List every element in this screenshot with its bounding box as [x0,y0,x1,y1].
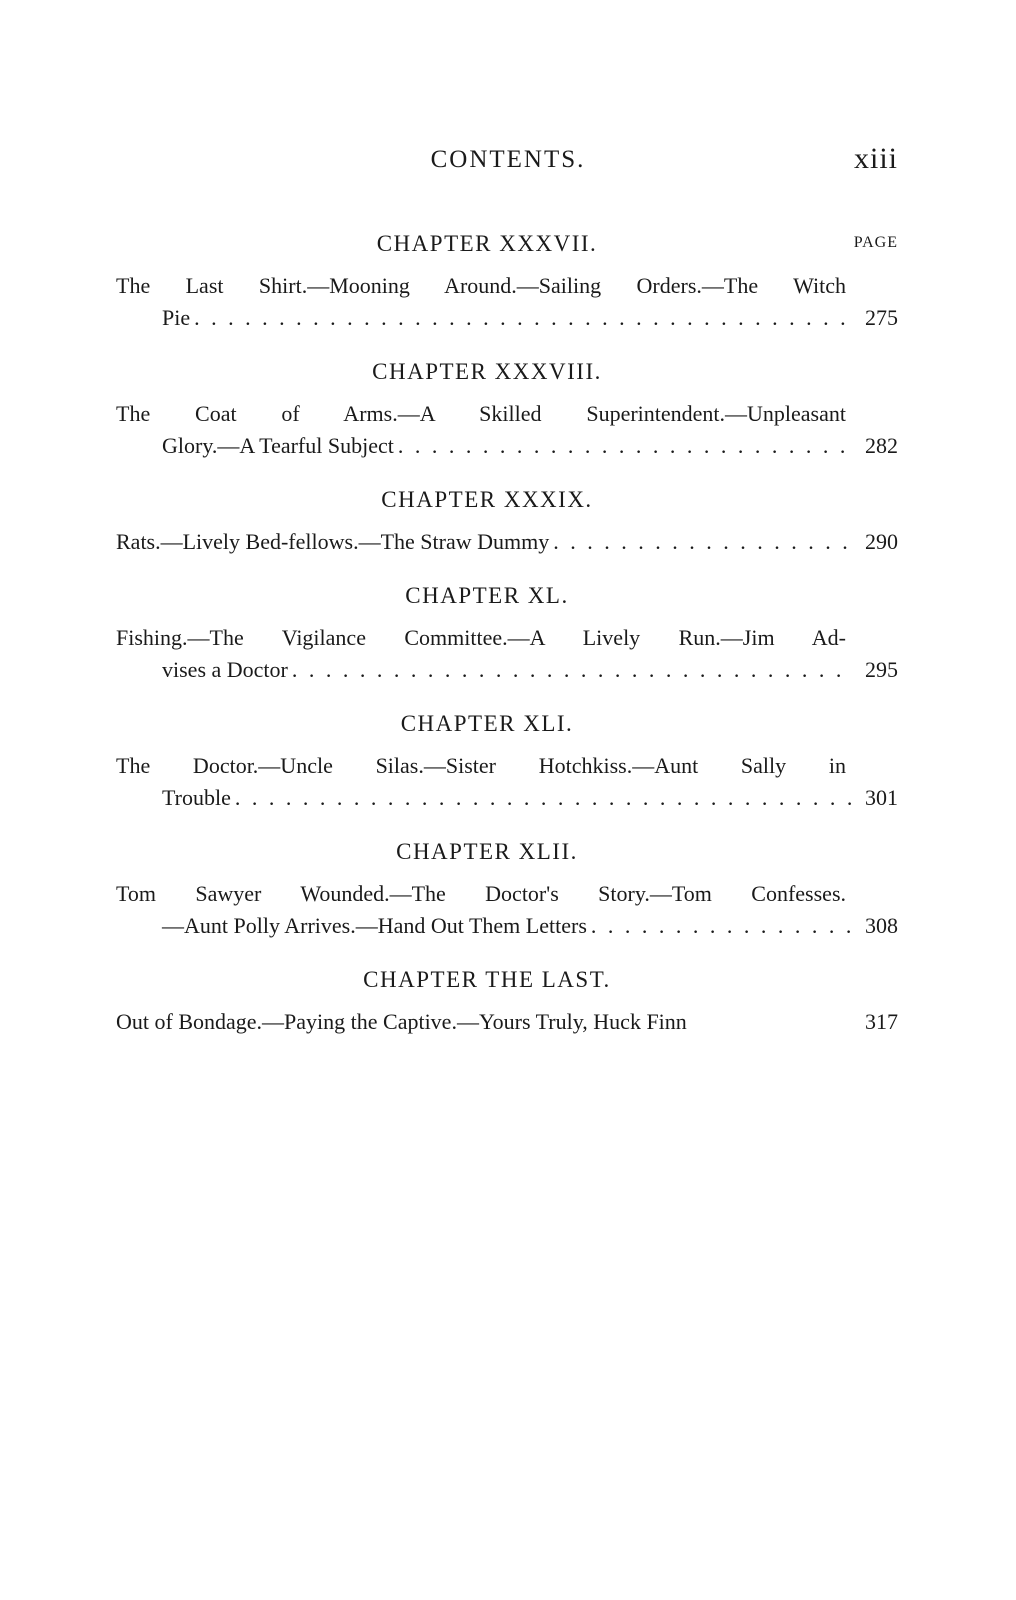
chapter-heading-row [116,228,898,260]
chapter-summary-last-line [116,1006,898,1038]
chapter-title: CHAPTER XXXVII. [376,231,598,256]
page-number: 317 [865,1009,898,1034]
chapter-summary-last-line [116,302,898,334]
toc-chapter [116,580,898,686]
chapter-summary-last-line [116,910,898,942]
toc-chapter [116,964,898,1038]
page-number: 295 [865,657,898,682]
chapter-summary-text: Glory.—A Tearful Subject [162,433,394,458]
toc-chapter [116,708,898,814]
chapter-summary-last-line [116,526,898,558]
chapter-summary-last-line [116,430,898,462]
chapter-heading-row [116,836,898,868]
dot-leader [553,526,854,558]
chapter-summary-text: Trouble [162,785,231,810]
dot-leader [398,430,854,462]
chapter-title: CHAPTER XL. [405,583,569,608]
chapter-summary-line: Fishing.—The Vigilance Committee.—A Lively Run.—Jim Ad- [116,625,846,650]
page-number: 308 [865,913,898,938]
chapter-heading-row [116,356,898,388]
chapter-summary-text: Rats.—Lively Bed-fellows.—The Straw Dummy [116,529,550,554]
table-of-contents [116,228,898,1060]
running-head [0,142,1016,182]
chapter-summary-text: Pie [162,305,191,330]
chapter-summary-last-line [116,782,898,814]
dot-leader [194,302,854,334]
chapter-heading-row [116,708,898,740]
dot-leader [235,782,854,814]
chapter-title: CHAPTER XLII. [396,839,578,864]
dot-leader [591,910,854,942]
chapter-title: CHAPTER XXXIX. [381,487,593,512]
chapter-title: CHAPTER THE LAST. [363,967,611,992]
dot-leader [292,654,854,686]
chapter-summary-line: The Doctor.—Uncle Silas.—Sister Hotchkiss.—Aunt Sally in [116,753,846,778]
chapter-summary-text: —Aunt Polly Arrives.—Hand Out Them Letters [162,913,587,938]
page-column-label: PAGE [853,234,898,251]
toc-chapter [116,484,898,558]
page-title: CONTENTS. [430,146,586,173]
page-number: 290 [865,529,898,554]
folio-number: xiii [853,142,898,175]
page-number: 275 [865,305,898,330]
toc-chapter [116,228,898,334]
page-number: 301 [865,785,898,810]
chapter-summary-line: Tom Sawyer Wounded.—The Doctor's Story.—Tom Confesses. [116,881,846,906]
toc-chapter [116,356,898,462]
chapter-title: CHAPTER XLI. [400,711,574,736]
page-number: 282 [865,433,898,458]
chapter-heading-row [116,484,898,516]
chapter-heading-row [116,580,898,612]
chapter-summary-text: Out of Bondage.—Paying the Captive.—Yours Truly, Huck Finn [116,1009,687,1034]
chapter-heading-row [116,964,898,996]
chapter-summary-line: The Coat of Arms.—A Skilled Superintendent.—Unpleasant [116,401,846,426]
chapter-summary-text: vises a Doctor [162,657,288,682]
toc-chapter [116,836,898,942]
chapter-summary-line: The Last Shirt.—Mooning Around.—Sailing Orders.—The Witch [116,273,846,298]
chapter-title: CHAPTER XXXVIII. [372,359,602,384]
chapter-summary-last-line [116,654,898,686]
